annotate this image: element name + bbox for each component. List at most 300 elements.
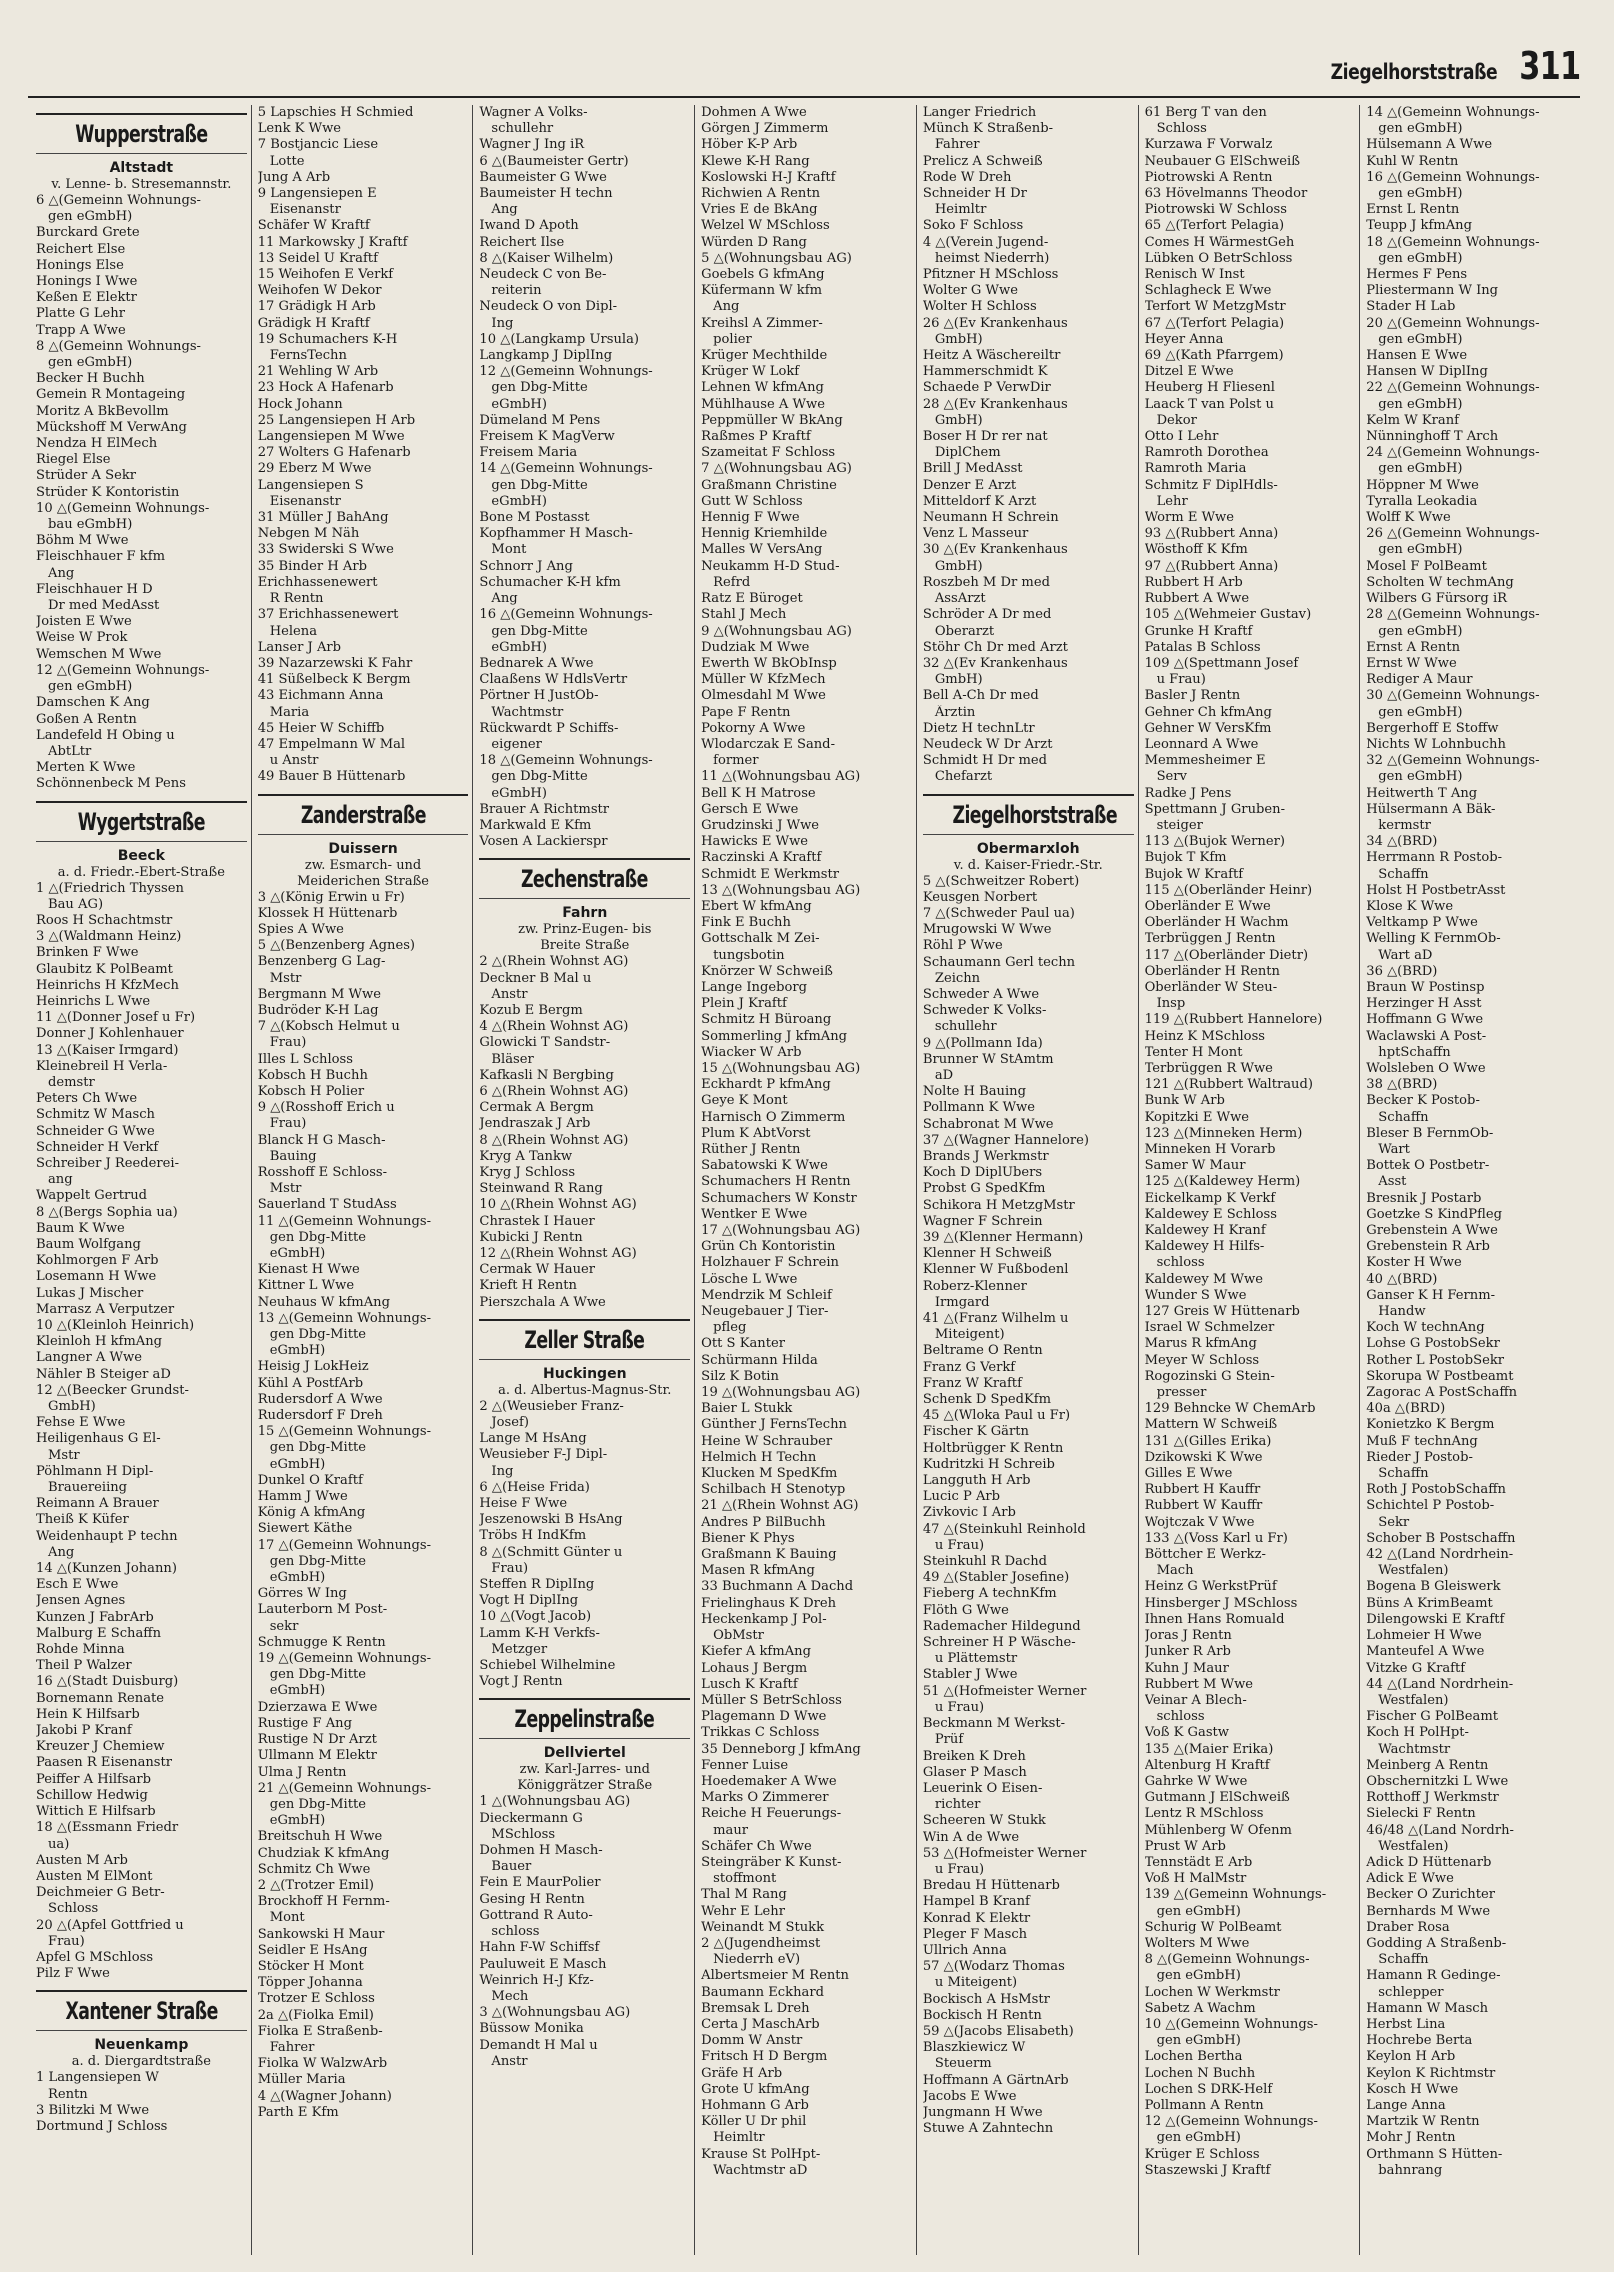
entry-line: Rogozinski G Stein- (1144, 1368, 1275, 1384)
entry-continuation: Frau) (491, 1560, 529, 1576)
entry-continuation: Anstr (491, 2053, 528, 2069)
entry-line: Wolters M Wwe (1144, 1935, 1250, 1951)
entry-line: 4 △(Wagner Johann) (257, 2088, 392, 2104)
entry-line: 139 △(Gemeinn Wohnungs- (1144, 1887, 1327, 1903)
street-heading (479, 1698, 690, 1739)
entry-line: Kryg J Schloss (479, 1164, 576, 1180)
entry-line: Pleger F Masch (922, 1926, 1028, 1942)
entry-line: Klenner W Fußbodenl (922, 1262, 1069, 1278)
entry-line: Bockisch H Rentn (922, 2007, 1042, 2023)
entry-line: 10 △(Kleinloh Heinrich) (36, 1318, 195, 1333)
column-3 (473, 105, 695, 2255)
entry-line: Bednarek A Wwe (479, 655, 594, 671)
entry-line: Bockisch A HsMstr (922, 1991, 1050, 2007)
entry-line: Hawicks E Wwe (701, 834, 809, 850)
heading-rule (36, 113, 247, 115)
entry-line: Röhl P Wwe (922, 938, 1003, 954)
entry-line: 2a △(Fiolka Emil) (257, 2007, 374, 2023)
entry-line: Töpper Johanna (257, 1975, 363, 1991)
entry-line: 32 △(Gemeinn Wohnungs- (1366, 753, 1540, 769)
entry-continuation: schloss (1156, 1709, 1205, 1725)
entry-line: 133 △(Voss Karl u Fr) (1144, 1530, 1288, 1546)
entry-line: Weihofen W Dekor (257, 283, 382, 299)
entry-line: Probst G SpedKfm (922, 1181, 1046, 1197)
entry-line: Kobsch H Polier (257, 1083, 365, 1099)
entry-line: Lehnen W kfmAng (701, 380, 824, 396)
entry-line: 6 △(Heise Frida) (479, 1479, 590, 1495)
entry-continuation: Asst (1378, 1174, 1407, 1190)
street-name: Wygertstraße (77, 807, 205, 836)
entry-line: Lochen S DRK-Helf (1144, 2081, 1273, 2097)
entry-line: Platte G Lehr (36, 306, 125, 322)
columns (30, 105, 1582, 2255)
entry-line: Frielinghaus K Dreh (701, 1595, 837, 1611)
entry-line: Langensiepen M Wwe (257, 429, 405, 445)
entry-continuation: GmbH) (48, 1399, 96, 1415)
entry-line: 2 △(Trotzer Emil) (257, 1877, 375, 1893)
entry-line: Mosel F PolBeamt (1366, 558, 1487, 574)
entry-line: Ernst A Rentn (1366, 639, 1461, 655)
entry-line: Schürmann Hilda (701, 1352, 818, 1368)
entry-continuation: gen eGmbH) (48, 355, 133, 371)
entry-continuation: Schaffn (1378, 1109, 1429, 1125)
heading-rule (258, 834, 469, 835)
entry-line: 3 △(Wohnungsbau AG) (479, 2005, 631, 2021)
entry-line: Mühlhause A Wwe (701, 396, 825, 412)
entry-line: Marrasz A Verputzer (36, 1301, 175, 1317)
entry-continuation: Bauer (491, 1859, 532, 1875)
entry-line: 5 △(Benzenberg Agnes) (257, 938, 416, 954)
entry-line: Bergerhoff E Stoffw (1366, 720, 1499, 736)
entry-continuation: Bau AG) (48, 896, 104, 912)
entry-line: 5 △(Wohnungsbau AG) (701, 250, 852, 266)
entry-line: 2 △(Rhein Wohnst AG) (479, 954, 629, 970)
entry-continuation: Wachtmstr (1378, 1741, 1451, 1757)
entry-line: 3 △(Waldmann Heinz) (36, 929, 182, 945)
entry-line: Herbst Lina (1366, 2016, 1446, 2032)
entry-continuation: eGmbH) (269, 1813, 326, 1829)
entry-line: Landefeld H Obing u (36, 727, 175, 743)
entry-continuation: Maria (269, 704, 310, 720)
entry-line: Schabronat M Wwe (922, 1116, 1054, 1132)
entry-continuation: eGmbH) (491, 396, 547, 412)
entry-line: Pokorny A Wwe (701, 720, 806, 736)
entry-line: Wehr E Lehr (701, 1903, 785, 1919)
entry-line: Silz K Botin (701, 1368, 779, 1384)
entry-line: 21 △(Rhein Wohnst AG) (701, 1498, 859, 1514)
entry-continuation: Prüf (934, 1732, 964, 1748)
entry-continuation: Mech (491, 1988, 529, 2004)
entry-line: Kafkasli N Bergbing (479, 1067, 614, 1083)
entry-line: Neudeck W Dr Arzt (922, 736, 1053, 752)
entry-line: Heinz K MSchloss (1144, 1028, 1266, 1044)
street-name: Wupperstraße (75, 120, 208, 148)
entry-line: Ernst W Wwe (1366, 655, 1457, 671)
entry-line: Ganser K H Fernm- (1366, 1287, 1496, 1303)
entry-line: Claaßens W HdlsVertr (479, 672, 628, 688)
entry-continuation: eGmbH) (269, 1343, 326, 1359)
entry-line: Dunkel O Kraftf (257, 1472, 363, 1488)
entry-continuation: gen Dbg-Mitte (491, 623, 588, 639)
entry-line: Manteufel A Wwe (1366, 1644, 1485, 1660)
entry-line: Kühl A PostfArb (257, 1375, 364, 1391)
entry-continuation: demstr (48, 1074, 95, 1090)
entry-line: Kaldewey M Wwe (1144, 1271, 1263, 1287)
entry-line: 16 △(Stadt Duisburg) (36, 1674, 179, 1690)
entry-line: 10 △(Vogt Jacob) (479, 1609, 592, 1625)
entry-line: Pliestermann W Ing (1366, 283, 1499, 299)
entry-line: Geye K Mont (701, 1093, 788, 1109)
street-range: a. d. Friedr.-Ebert-Straße (57, 864, 225, 880)
entry-line: 10 △(Langkamp Ursula) (479, 331, 639, 347)
entry-line: 20 △(Gemeinn Wohnungs- (1366, 315, 1540, 331)
entry-line: Terbrüggen J Rentn (1144, 931, 1276, 947)
entry-line: Lohaus J Bergm (701, 1660, 808, 1676)
entry-line: Theil P Walzer (36, 1658, 132, 1674)
entry-line: Schmugge K Rentn (257, 1634, 386, 1650)
district-name: Duissern (328, 840, 398, 857)
entry-line: Budröder K-H Lag (257, 1002, 379, 1018)
entry-line: Hermes F Pens (1366, 267, 1468, 283)
entry-line: 3 △(König Erwin u Fr) (257, 889, 405, 905)
entry-line: 30 △(Gemeinn Wohnungs- (1366, 688, 1540, 704)
entry-line: Heisig J LokHeiz (257, 1359, 369, 1375)
entry-line: Steffen R DiplIng (479, 1577, 595, 1593)
entry-line: 8 △(Gemeinn Wohnungs- (1144, 1952, 1310, 1968)
entry-line: Austen M Arb (36, 1852, 128, 1868)
entry-line: Brinken F Wwe (36, 945, 139, 961)
entry-continuation: gen Dbg-Mitte (491, 769, 588, 785)
entry-line: 16 △(Gemeinn Wohnungs- (1366, 169, 1540, 185)
entry-line: Holst H PostbetrAsst (1366, 882, 1506, 898)
entry-line: Brands J Werkmstr (922, 1148, 1049, 1164)
entry-line: Rustige N Dr Arzt (257, 1732, 377, 1748)
entry-line: Pilz F Wwe (36, 1966, 110, 1982)
entry-line: Veinar A Blech- (1144, 1692, 1247, 1708)
entry-line: Mrugowski W Wwe (922, 922, 1052, 938)
running-head-title: Ziegelhorststraße (1330, 60, 1498, 84)
entry-line: Wentker E Wwe (701, 1206, 808, 1222)
entry-line: Grädigk H Kraftf (257, 315, 370, 331)
entry-line: Hülsermann A Bäk- (1366, 801, 1496, 817)
entry-line: Görres W Ing (257, 1586, 347, 1602)
entry-line: Gutmann J ElSchweiß (1144, 1790, 1290, 1806)
entry-line: Peters Ch Wwe (36, 1091, 138, 1107)
entry-line: 28 △(Ev Krankenhaus (922, 396, 1068, 412)
entry-line: Orthmann S Hütten- (1366, 2146, 1503, 2162)
entry-line: 11 △(Wohnungsbau AG) (701, 769, 861, 785)
entry-line: Wolff K Wwe (1366, 510, 1451, 526)
district-name: Altstadt (109, 160, 174, 176)
entry-line: 19 △(Wohnungsbau AG) (701, 1385, 861, 1401)
entry-line: 14 △(Gemeinn Wohnungs- (1366, 105, 1540, 120)
entry-line: 21 △(Gemeinn Wohnungs- (257, 1780, 432, 1796)
entry-line: 9 Langensiepen E (257, 186, 377, 202)
entry-continuation: Eisenanstr (269, 202, 341, 218)
entry-line: Rustige F Ang (257, 1715, 352, 1731)
entry-line: 41 Süßelbeck K Bergm (257, 672, 411, 688)
entry-line: Jakobi P Kranf (36, 1723, 132, 1739)
entry-line: Schober B Postschaffn (1366, 1530, 1516, 1546)
entry-line: Illes L Schloss (257, 1051, 353, 1067)
entry-line: 135 △(Maier Erika) (1144, 1741, 1274, 1757)
entry-line: Bunk W Arb (1144, 1093, 1225, 1109)
entry-line: 127 Greis W Hüttenarb (1144, 1304, 1300, 1320)
street-name: Zeppelinstraße (514, 1705, 655, 1734)
entry-continuation: Mstr (269, 1181, 302, 1197)
entry-line: 11 △(Donner Josef u Fr) (36, 1010, 196, 1026)
entry-line: 17 △(Wohnungsbau AG) (701, 1223, 861, 1239)
entry-line: Müller W KfzMech (701, 672, 826, 688)
entry-line: 18 △(Essmann Friedr (36, 1820, 179, 1836)
entry-line: Ott S Kanter (701, 1336, 785, 1352)
entry-line: Moritz A BkBevollm (36, 403, 169, 419)
entry-line: Gottrand R Auto- (479, 1907, 593, 1923)
entry-line: Marks O Zimmerer (701, 1790, 829, 1806)
entry-line: Glaser P Masch (922, 1764, 1027, 1780)
entry-line: Losemann H Wwe (36, 1269, 157, 1285)
entry-line: Konrad K Elektr (922, 1910, 1031, 1926)
entry-line: Bogena B Gleiswerk (1366, 1579, 1501, 1595)
entry-line: Böhm M Wwe (36, 533, 129, 549)
entry-line: Schmidt E Werkmstr (701, 866, 839, 882)
entry-line: Joras J Rentn (1144, 1628, 1232, 1644)
entry-line: Würden D Rang (701, 234, 807, 250)
entry-line: Dilengowski E Kraftf (1366, 1611, 1505, 1627)
entry-line: Bujok W Kraftf (1144, 866, 1244, 882)
entry-line: Vries E de BkAng (701, 202, 818, 218)
entry-line: Stuwe A Zahntechn (922, 2121, 1054, 2137)
entry-line: Lange Ingeborg (701, 979, 808, 995)
entry-line: Demandt H Mal u (479, 2037, 598, 2053)
entry-line: Fleischhauer F kfm (36, 549, 165, 565)
entry-line: Raßmes P Kraftf (701, 429, 811, 445)
entry-line: Zagorac A PostSchaffn (1366, 1385, 1518, 1401)
entry-line: 26 △(Gemeinn Wohnungs- (1366, 526, 1540, 542)
entry-line: Reichert Else (36, 241, 126, 257)
entry-line: Heitz A Wäschereiltr (922, 348, 1061, 364)
column-2 (252, 105, 474, 2255)
entry-continuation: Bläser (491, 1051, 534, 1067)
entry-continuation: Mstr (269, 970, 302, 986)
entry-continuation: Schaffn (1378, 866, 1429, 882)
entry-line: Baum Wolfgang (36, 1236, 141, 1252)
entry-line: Kreuzer J Chemiew (36, 1739, 165, 1755)
entry-line: Keusgen Norbert (922, 889, 1038, 905)
entry-line: Damschen K Ang (36, 695, 150, 711)
entry-line: Rother L PostobSekr (1366, 1352, 1505, 1368)
entry-line: Wagner F Schrein (922, 1213, 1043, 1229)
entry-line: 22 △(Gemeinn Wohnungs- (1366, 380, 1540, 396)
street-heading (923, 794, 1134, 835)
entry-line: 44 △(Land Nordrhein- (1366, 1676, 1514, 1692)
entry-line: 67 △(Terfort Pelagia) (1144, 315, 1285, 331)
entry-line: Gilles E Wwe (1144, 1466, 1233, 1482)
entry-line: 14 △(Kunzen Johann) (36, 1561, 177, 1577)
entry-line: Krüger W Lokf (701, 364, 800, 380)
entry-line: Heinrichs H KfzMech (36, 977, 179, 993)
entry-continuation: Irmgard (934, 1294, 990, 1310)
entry-line: Schmitz H Büroang (701, 1012, 832, 1028)
entry-line: Lamm K-H Verkfs- (479, 1625, 600, 1641)
heading-rule (258, 794, 469, 796)
entry-continuation: u Anstr (269, 753, 319, 769)
entry-continuation: presser (1156, 1385, 1207, 1401)
entry-line: 25 Langensiepen H Arb (257, 412, 416, 428)
page-number: 311 (1518, 44, 1580, 88)
entry-line: Sauerland T StudAss (257, 1197, 397, 1213)
entry-line: 8 △(Schmitt Günter u (479, 1544, 623, 1560)
entry-line: Zivkovic I Arb (922, 1505, 1016, 1521)
entry-continuation: gen eGmbH) (48, 209, 133, 225)
entry-line: Rubbert H Arb (1144, 574, 1243, 590)
entry-line: 2 △(Jugendheimst (701, 1935, 821, 1951)
entry-line: Grudzinski J Wwe (701, 817, 820, 833)
entry-continuation: u Plättemstr (934, 1651, 1018, 1667)
entry-line: Pöhlmann H Dipl- (36, 1463, 154, 1479)
entry-line: Israel W Schmelzer (1144, 1320, 1275, 1336)
entry-line: 1 △(Friedrich Thyssen (36, 880, 184, 896)
entry-line: Wolter G Wwe (922, 283, 1018, 299)
entry-line: Dortmund J Schloss (36, 2118, 168, 2134)
heading-rule (36, 153, 247, 154)
entry-line: Patalas B Schloss (1144, 639, 1261, 655)
entry-line: 97 △(Rubbert Anna) (1144, 558, 1279, 574)
entry-line: Schönnenbeck M Pens (36, 776, 186, 792)
entry-line: Lochen Bertha (1144, 2049, 1243, 2065)
entry-line: Bornemann Renate (36, 1690, 165, 1706)
entry-line: Koch W technAng (1366, 1320, 1485, 1336)
entry-continuation: gen eGmbH) (1378, 623, 1463, 639)
entry-line: Gersch E Wwe (701, 801, 799, 817)
entry-line: 121 △(Rubbert Waltraud) (1144, 1077, 1313, 1093)
entry-line: Spettmann J Gruben- (1144, 801, 1285, 817)
entry-line: Hammerschmidt K (922, 364, 1048, 380)
street-range: a. d. Diergardtstraße (71, 2054, 211, 2070)
entry-line: Kobsch H Buchh (257, 1067, 368, 1083)
entry-line: Kuhl W Rentn (1366, 153, 1459, 169)
entry-line: Hampel B Kranf (922, 1894, 1030, 1910)
entry-line: Schreiber J Reederei- (36, 1155, 180, 1171)
entry-line: Schillow Hedwig (36, 1787, 148, 1803)
entry-continuation: gen eGmbH) (1378, 250, 1463, 266)
street-heading (36, 801, 247, 842)
entry-line: Kosch H Wwe (1366, 2081, 1459, 2097)
entry-continuation: gen eGmbH) (1378, 121, 1463, 137)
entry-line: Gesing H Rentn (479, 1891, 585, 1907)
entry-line: Herrmann R Postob- (1366, 850, 1503, 866)
entry-line: Schaede P VerwDir (922, 380, 1051, 396)
entry-line: Ernst L Rentn (1366, 202, 1460, 218)
entry-line: Becker K Postob- (1366, 1093, 1480, 1109)
entry-line: Scholten W techmAng (1366, 574, 1514, 590)
entry-line: Neudeck O von Dipl- (479, 299, 618, 315)
street-name: Xantener Straße (65, 1997, 218, 2026)
entry-line: 27 Wolters G Hafenarb (257, 445, 411, 461)
entry-line: Welling K FernmOb- (1366, 931, 1501, 947)
entry-line: Sabatowski K Wwe (701, 1158, 828, 1174)
entry-continuation: Bauing (269, 1148, 317, 1164)
district-name: Beeck (117, 847, 165, 864)
entry-continuation: u Frau) (934, 1537, 985, 1553)
entry-line: Waclawski A Post- (1366, 1028, 1487, 1044)
entry-line: Mattern W Schweiß (1144, 1417, 1278, 1433)
entry-line: Heckenkamp J Pol- (701, 1611, 827, 1627)
entry-line: Krieft H Rentn (479, 1278, 577, 1294)
entry-line: Hennig Kriemhilde (701, 526, 828, 542)
entry-continuation: gen eGmbH) (1378, 461, 1463, 477)
entry-line: Rosshoff E Schloss- (257, 1164, 388, 1180)
entry-continuation: Westfalen) (1378, 1563, 1449, 1579)
entry-line: Memmesheimer E (1144, 753, 1266, 769)
entry-line: Baumann Eckhard (701, 1984, 824, 2000)
entry-line: Kelm W Kranf (1366, 412, 1459, 428)
entry-line: Schiebel Wilhelmine (479, 1658, 616, 1674)
district-name: Dellviertel (543, 1745, 626, 1762)
entry-continuation: Refrd (713, 574, 751, 590)
entry-line: Goßen A Rentn (36, 711, 137, 727)
entry-line: 23 Hock A Hafenarb (257, 380, 394, 396)
entry-line: Soko F Schloss (922, 218, 1024, 234)
entry-line: Stader H Lab (1366, 299, 1456, 315)
entry-continuation: Heimltr (934, 202, 987, 218)
entry-line: 47 △(Steinkuhl Reinhold (922, 1521, 1086, 1537)
street-range: a. d. Albertus-Magnus-Str. (498, 1382, 672, 1398)
entry-continuation: Fahrer (934, 137, 980, 153)
entry-line: Kiefer A kfmAng (701, 1644, 811, 1660)
entry-line: Freisem Maria (479, 445, 578, 461)
entry-line: Rückwardt P Schiffs- (479, 720, 619, 736)
entry-line: Schikora H MetzgMstr (922, 1197, 1075, 1213)
entry-line: Müller S BetrSchloss (701, 1692, 842, 1708)
entry-continuation: Rentn (48, 2086, 88, 2102)
entry-line: 19 △(Gemeinn Wohnungs- (257, 1651, 432, 1667)
entry-line: Wagner J Ing iR (479, 137, 585, 153)
entry-line: Jungmann H Wwe (922, 2104, 1043, 2120)
district-name: Obermarxloh (976, 840, 1080, 857)
district-name: Neuenkamp (94, 2037, 189, 2054)
entry-continuation: Insp (1156, 996, 1186, 1012)
entry-line: Schnorr J Ang (479, 558, 573, 574)
entry-line: Rode W Dreh (922, 169, 1012, 185)
entry-line: Graßmann Christine (701, 477, 837, 493)
entry-line: Hamm J Wwe (257, 1489, 348, 1505)
entry-line: Stöcker H Mont (257, 1958, 364, 1974)
entry-line: Fleischhauer H D (36, 581, 153, 597)
street-name: Ziegelhorststraße (952, 800, 1117, 829)
entry-continuation: steiger (1156, 817, 1203, 833)
entry-line: Heinrichs L Wwe (36, 993, 151, 1009)
entry-continuation: eigener (491, 736, 542, 752)
entry-continuation: gen eGmbH) (1378, 704, 1463, 720)
entry-line: 37 △(Wagner Hannelore) (922, 1132, 1089, 1148)
entry-line: Beckmann M Werkst- (922, 1716, 1066, 1732)
entry-line: Blaszkiewicz W (922, 2040, 1026, 2056)
entry-line: Terbrüggen R Wwe (1144, 1060, 1273, 1076)
entry-continuation: gen eGmbH) (48, 679, 133, 695)
entry-line: Kunzen J FabrArb (36, 1609, 154, 1625)
entry-line: Görgen J Zimmerm (701, 121, 829, 137)
entry-line: Eickelkamp K Verkf (1144, 1190, 1276, 1206)
entry-line: Koch D DiplÜbers (922, 1165, 1043, 1181)
entry-continuation: Mach (1156, 1563, 1194, 1579)
entry-line: Schumachers W Konstr (701, 1190, 857, 1206)
entry-line: Brill J MedAsst (922, 461, 1023, 477)
entry-line: Grün Ch Kontoristin (701, 1239, 836, 1255)
entry-continuation: Mont (269, 1910, 305, 1926)
entry-line: 41 △(Franz Wilhelm u (922, 1311, 1069, 1327)
entry-line: Merten K Wwe (36, 760, 136, 776)
